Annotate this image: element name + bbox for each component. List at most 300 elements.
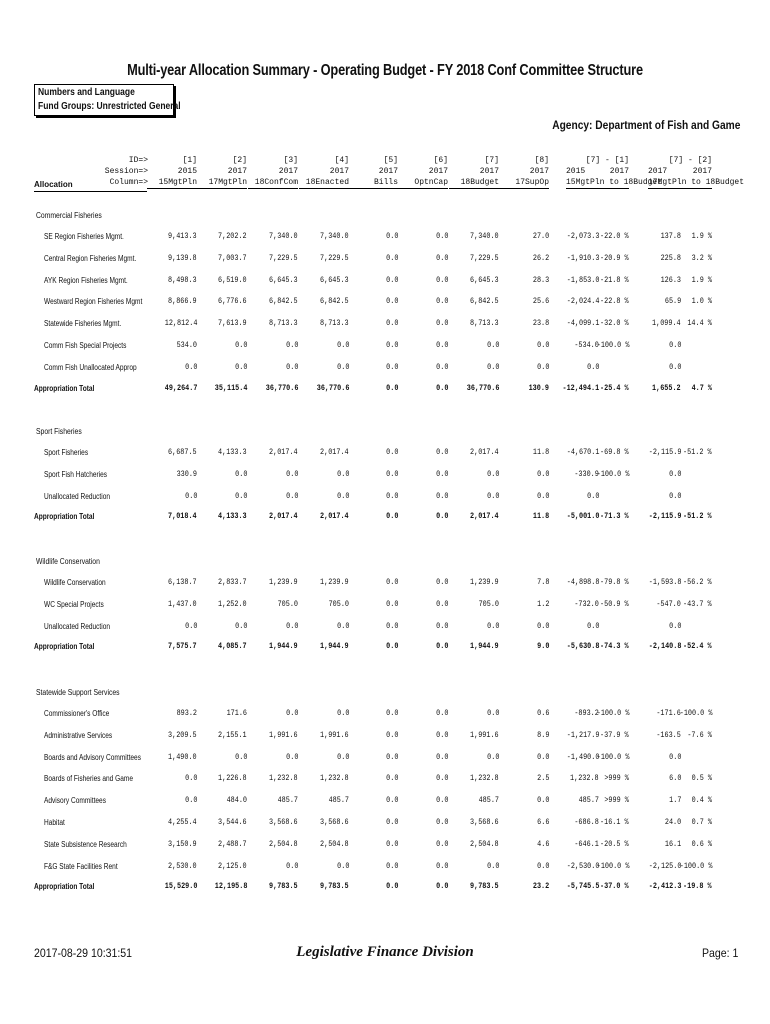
amount-cell: 7,340.0: [269, 232, 298, 241]
allocation-label: Advisory Committees: [44, 796, 106, 806]
difference-left-year: 2017: [648, 167, 668, 176]
table-row: [0, 319, 770, 331]
difference-2-percent: -100.0 %: [679, 861, 712, 871]
allocation-label: Central Region Fisheries Mgmt.: [44, 253, 137, 263]
difference-2-amount: -2,140.8: [648, 642, 681, 652]
amount-cell: 2,017.4: [470, 448, 499, 457]
amount-cell: 0.0: [385, 621, 398, 631]
amount-cell: 36,770.6: [466, 383, 499, 393]
difference-2-percent: 0.7 %: [691, 818, 712, 827]
amount-cell: 0.0: [385, 578, 398, 587]
difference-2-amount: 137.8: [660, 232, 681, 241]
difference-1-amount: -1,853.0: [566, 275, 599, 285]
difference-1-percent: -37.9 %: [600, 730, 629, 740]
amount-cell: 1,232.8: [470, 774, 499, 784]
difference-1-percent: -74.3 %: [600, 642, 629, 652]
amount-cell: 6,138.7: [168, 578, 197, 587]
amount-cell: 4,133.3: [218, 512, 247, 522]
column-header: [499, 155, 549, 189]
amount-cell: 0.0: [336, 621, 349, 631]
report-title: Multi-year Allocation Summary - Operating Budget - FY 2018 Conf Committee Structure: [127, 62, 643, 79]
amount-cell: 0.0: [536, 796, 549, 806]
column-id: [6]: [433, 156, 448, 165]
amount-cell: 0.0: [385, 774, 398, 784]
amount-cell: 8,866.9: [168, 297, 197, 307]
allocation-label: Statewide Fisheries Mgmt.: [44, 319, 122, 329]
amount-cell: 2,488.7: [218, 839, 247, 849]
amount-cell: 0.0: [385, 642, 398, 652]
amount-cell: 2,125.0: [218, 861, 247, 871]
appropriation-total-row: [0, 882, 770, 894]
amount-cell: 0.0: [336, 491, 349, 501]
amount-cell: 7,229.5: [320, 253, 349, 263]
table-row: [0, 622, 770, 634]
amount-cell: 8.9: [536, 730, 549, 740]
difference-1-amount: 0.0: [586, 621, 599, 631]
section-heading: Commercial Fisheries: [36, 211, 102, 220]
amount-cell: 11.8: [532, 448, 549, 457]
amount-cell: 0.0: [336, 861, 349, 871]
column-session: 2017: [479, 167, 499, 176]
amount-cell: 0.0: [486, 469, 499, 479]
amount-cell: 0.0: [385, 752, 398, 762]
difference-1-amount: 0.0: [586, 362, 599, 372]
amount-cell: 0.0: [435, 709, 448, 718]
total-label: Appropriation Total: [34, 882, 95, 892]
amount-cell: 1,239.9: [320, 578, 349, 587]
allocation-label: Sport Fisheries: [44, 448, 89, 457]
allocation-label: Boards and Advisory Committees: [44, 752, 141, 762]
amount-cell: 1,991.6: [320, 730, 349, 740]
difference-1-percent: -21.8 %: [600, 275, 629, 285]
amount-cell: 0.0: [234, 752, 247, 762]
allocation-label: Wildlife Conservation: [44, 578, 106, 587]
table-row: [0, 276, 770, 288]
table-row: [0, 600, 770, 612]
appropriation-total-row: [0, 642, 770, 654]
amount-cell: 0.0: [435, 752, 448, 762]
amount-cell: 0.0: [536, 341, 549, 350]
amount-cell: 0.0: [435, 341, 448, 350]
difference-1-percent: -69.8 %: [600, 448, 629, 457]
amount-cell: 0.0: [385, 796, 398, 806]
difference-2-percent: -56.2 %: [683, 578, 712, 587]
amount-cell: 6,842.5: [269, 297, 298, 307]
table-row: [0, 578, 770, 590]
amount-cell: 1,226.8: [218, 774, 247, 784]
amount-cell: 9,139.8: [168, 253, 197, 263]
column-id: [7]: [484, 156, 499, 165]
appropriation-total-row: [0, 384, 770, 396]
difference-2-percent: 1.9 %: [691, 232, 712, 241]
allocation-label: SE Region Fisheries Mgmt.: [44, 232, 124, 241]
amount-cell: 28.3: [532, 275, 549, 285]
difference-1-amount: -686.8: [574, 818, 599, 827]
table-row: [0, 492, 770, 504]
amount-cell: 0.0: [385, 512, 398, 522]
amount-cell: 0.0: [336, 341, 349, 350]
table-row: [0, 796, 770, 808]
amount-cell: 0.0: [486, 362, 499, 372]
amount-cell: 7,613.9: [218, 319, 247, 329]
difference-2-percent: -51.2 %: [683, 512, 712, 522]
column-name: OptnCap: [398, 177, 448, 189]
amount-cell: 0.0: [435, 730, 448, 740]
difference-1-amount: -2,024.4: [566, 297, 599, 307]
header-row-labels: [90, 155, 148, 188]
section-heading: Statewide Support Services: [36, 688, 120, 697]
difference-2-percent: 0.6 %: [691, 839, 712, 849]
amount-cell: 0.0: [435, 362, 448, 372]
difference-2-percent: -100.0 %: [679, 709, 712, 718]
amount-cell: 4.6: [536, 839, 549, 849]
difference-1-amount: -330.9: [574, 469, 599, 479]
amount-cell: 9,783.5: [269, 882, 298, 892]
amount-cell: 0.0: [385, 383, 398, 393]
difference-1-percent: -37.0 %: [600, 882, 629, 892]
amount-cell: 0.0: [536, 362, 549, 372]
difference-2-amount: 1,099.4: [652, 319, 681, 329]
amount-cell: 0.0: [435, 297, 448, 307]
amount-cell: 7,229.5: [470, 253, 499, 263]
amount-cell: 0.0: [285, 861, 298, 871]
difference-2-amount: -1,593.8: [648, 578, 681, 587]
column-name: 17SupOp: [499, 177, 549, 189]
amount-cell: 1,232.8: [269, 774, 298, 784]
total-label: Appropriation Total: [34, 512, 95, 522]
amount-cell: 11.8: [532, 512, 549, 522]
amount-cell: 6,842.5: [320, 297, 349, 307]
difference-2-amount: -2,115.9: [648, 448, 681, 457]
amount-cell: 0.0: [435, 621, 448, 631]
amount-cell: 49,264.7: [164, 383, 197, 393]
amount-cell: 9.0: [536, 642, 549, 652]
amount-cell: 1,437.0: [168, 599, 197, 609]
difference-1-amount: -2,530.0: [566, 861, 599, 871]
amount-cell: 8,498.3: [168, 275, 197, 285]
difference-1-percent: -100.0 %: [596, 709, 629, 718]
column-session: 2017: [428, 167, 448, 176]
amount-cell: 484.0: [226, 796, 247, 806]
amount-cell: 9,783.5: [470, 882, 499, 892]
difference-1-percent: -20.9 %: [600, 253, 629, 263]
fund-line-2: Fund Groups: Unrestricted General: [38, 101, 181, 112]
difference-2-amount: 0.0: [668, 362, 681, 372]
footer-timestamp: 2017-08-29 10:31:51: [34, 946, 133, 960]
difference-1-percent: >999 %: [604, 796, 629, 806]
amount-cell: 0.0: [385, 319, 398, 329]
amount-cell: 0.0: [234, 491, 247, 501]
column-id: [1]: [182, 156, 197, 165]
difference-2-percent: -7.6 %: [687, 730, 712, 740]
amount-cell: 3,150.9: [168, 839, 197, 849]
amount-cell: 0.0: [385, 253, 398, 263]
amount-cell: 6,842.5: [470, 297, 499, 307]
amount-cell: 2,833.7: [218, 578, 247, 587]
amount-cell: 0.0: [336, 752, 349, 762]
column-id: [4]: [334, 156, 349, 165]
amount-cell: 0.0: [385, 882, 398, 892]
amount-cell: 0.0: [385, 599, 398, 609]
column-header: [299, 155, 349, 189]
amount-cell: 1,944.9: [320, 642, 349, 652]
difference-label: 17MgtPln to 18Budget: [648, 178, 745, 187]
allocation-label: Habitat: [44, 818, 65, 827]
table-row: [0, 470, 770, 482]
difference-1-percent: -20.5 %: [600, 839, 629, 849]
difference-1-amount: -534.0: [574, 341, 599, 350]
amount-cell: 0.0: [285, 621, 298, 631]
difference-2-amount: -2,412.3: [648, 882, 681, 892]
difference-1-amount: -4,898.8: [566, 578, 599, 587]
amount-cell: 0.0: [435, 253, 448, 263]
allocation-label: Unallocated Reduction: [44, 491, 111, 501]
amount-cell: 7,229.5: [269, 253, 298, 263]
allocation-label: Comm Fish Unallocated Approp: [44, 362, 137, 372]
amount-cell: 1,239.9: [269, 578, 298, 587]
difference-1-percent: -22.0 %: [600, 232, 629, 241]
difference-2-percent: 3.2 %: [691, 253, 712, 263]
difference-2-percent: -19.8 %: [683, 882, 712, 892]
amount-cell: 6,645.3: [320, 275, 349, 285]
amount-cell: 8,713.3: [470, 319, 499, 329]
amount-cell: 7,575.7: [168, 642, 197, 652]
amount-cell: 2,017.4: [269, 512, 298, 522]
amount-cell: 3,544.6: [218, 818, 247, 827]
difference-header: [566, 155, 663, 189]
difference-1-percent: -16.1 %: [600, 818, 629, 827]
difference-1-amount: -2,073.3: [566, 232, 599, 241]
difference-years: [648, 166, 712, 177]
difference-2-amount: 1,655.2: [652, 383, 681, 393]
amount-cell: 0.0: [234, 362, 247, 372]
amount-cell: 0.0: [385, 341, 398, 350]
header-rule: [34, 191, 147, 192]
amount-cell: 2,504.8: [470, 839, 499, 849]
difference-label: 15MgtPln to 18Budget: [566, 178, 663, 187]
allocation-header: Allocation: [34, 180, 73, 189]
amount-cell: 0.0: [435, 818, 448, 827]
table-row: [0, 774, 770, 786]
amount-cell: 0.0: [435, 469, 448, 479]
amount-cell: 12,812.4: [164, 319, 197, 329]
difference-2-percent: 1.0 %: [691, 297, 712, 307]
amount-cell: 35,115.4: [214, 383, 247, 393]
column-header: [449, 155, 499, 189]
column-name: 15MgtPln: [147, 177, 197, 189]
amount-cell: 0.0: [536, 491, 549, 501]
id-label: ID=>: [128, 156, 148, 165]
allocation-label: Westward Region Fisheries Mgmt: [44, 297, 143, 307]
difference-2-amount: 0.0: [668, 752, 681, 762]
amount-cell: 4,133.3: [218, 448, 247, 457]
amount-cell: 2,017.4: [320, 512, 349, 522]
difference-2-percent: -43.7 %: [683, 599, 712, 609]
amount-cell: 4,255.4: [168, 818, 197, 827]
table-row: [0, 709, 770, 721]
amount-cell: 0.0: [435, 319, 448, 329]
column-name: 18Enacted: [299, 177, 349, 189]
difference-right-year: 2017: [609, 167, 629, 176]
table-row: [0, 731, 770, 743]
amount-cell: 485.7: [478, 796, 499, 806]
allocation-label: Comm Fish Special Projects: [44, 341, 127, 350]
amount-cell: 0.0: [435, 642, 448, 652]
amount-cell: 0.0: [536, 621, 549, 631]
amount-cell: 0.0: [385, 709, 398, 718]
table-row: [0, 753, 770, 765]
difference-2-amount: 65.9: [664, 297, 681, 307]
column-name: 17MgtPln: [197, 177, 247, 189]
amount-cell: 0.0: [435, 448, 448, 457]
amount-cell: 0.0: [385, 730, 398, 740]
difference-1-percent: -100.0 %: [596, 341, 629, 350]
amount-cell: 0.0: [536, 469, 549, 479]
amount-cell: 1,252.0: [218, 599, 247, 609]
amount-cell: 6,645.3: [269, 275, 298, 285]
amount-cell: 0.0: [486, 709, 499, 718]
amount-cell: 1,944.9: [470, 642, 499, 652]
amount-cell: 23.2: [532, 882, 549, 892]
difference-2-amount: -171.6: [656, 709, 681, 718]
difference-2-percent: 0.5 %: [691, 774, 712, 784]
amount-cell: 7,003.7: [218, 253, 247, 263]
allocation-label: State Subsistence Research: [44, 839, 127, 849]
amount-cell: 485.7: [328, 796, 349, 806]
footer-page-number: Page: 1: [701, 946, 738, 960]
amount-cell: 0.0: [184, 796, 197, 806]
difference-2-amount: 0.0: [668, 621, 681, 631]
amount-cell: 0.0: [234, 469, 247, 479]
table-row: [0, 232, 770, 244]
amount-cell: 6.6: [536, 818, 549, 827]
section-heading: Sport Fisheries: [36, 427, 82, 436]
amount-cell: 8,713.3: [320, 319, 349, 329]
difference-id: [7] - [1]: [585, 156, 629, 165]
difference-1-percent: >999 %: [604, 774, 629, 784]
allocation-label: Unallocated Reduction: [44, 621, 111, 631]
amount-cell: 0.0: [435, 861, 448, 871]
difference-1-percent: -100.0 %: [596, 469, 629, 479]
difference-2-amount: 1.7: [668, 796, 681, 806]
allocation-label: F&G State Facilities Rent: [44, 861, 118, 871]
amount-cell: 705.0: [328, 599, 349, 609]
column-name: Bills: [348, 177, 398, 189]
amount-cell: 7,340.0: [470, 232, 499, 241]
amount-cell: 0.0: [435, 491, 448, 501]
difference-1-amount: -646.1: [574, 839, 599, 849]
amount-cell: 0.0: [385, 297, 398, 307]
amount-cell: 171.6: [226, 709, 247, 718]
difference-id: [7] - [2]: [668, 156, 712, 165]
column-id: [2]: [232, 156, 247, 165]
amount-cell: 7,340.0: [320, 232, 349, 241]
amount-cell: 0.0: [435, 383, 448, 393]
table-row: [0, 862, 770, 874]
amount-cell: 25.6: [532, 297, 549, 307]
amount-cell: 0.0: [285, 341, 298, 350]
amount-cell: 0.0: [336, 709, 349, 718]
appropriation-total-row: [0, 512, 770, 524]
difference-1-amount: -1,217.9: [566, 730, 599, 740]
amount-cell: 0.0: [184, 621, 197, 631]
amount-cell: 6,645.3: [470, 275, 499, 285]
difference-2-percent: 4.7 %: [691, 383, 712, 393]
difference-left-year: 2015: [566, 167, 586, 176]
table-row: [0, 254, 770, 266]
amount-cell: 2,504.8: [269, 839, 298, 849]
difference-1-amount: -4,670.1: [566, 448, 599, 457]
amount-cell: 0.0: [385, 861, 398, 871]
difference-1-percent: -100.0 %: [596, 861, 629, 871]
difference-2-amount: 0.0: [668, 341, 681, 350]
difference-1-amount: -732.0: [574, 599, 599, 609]
amount-cell: 705.0: [478, 599, 499, 609]
amount-cell: 0.0: [435, 599, 448, 609]
total-label: Appropriation Total: [34, 642, 95, 652]
amount-cell: 4,085.7: [218, 642, 247, 652]
difference-1-percent: -50.9 %: [600, 599, 629, 609]
amount-cell: 0.0: [385, 362, 398, 372]
fund-groups-box: [34, 84, 181, 116]
amount-cell: 0.0: [435, 232, 448, 241]
column-session: 2017: [329, 167, 349, 176]
difference-2-amount: 126.3: [660, 275, 681, 285]
difference-right-year: 2017: [692, 167, 712, 176]
difference-1-amount: -893.2: [574, 709, 599, 718]
amount-cell: 2.5: [536, 774, 549, 784]
allocation-label: Commissioner's Office: [44, 709, 110, 718]
column-header: [248, 155, 298, 189]
amount-cell: 9,413.3: [168, 232, 197, 241]
column-id: [8]: [534, 156, 549, 165]
amount-cell: 7,018.4: [168, 512, 197, 522]
column-label: Column=>: [109, 178, 148, 187]
difference-1-amount: -4,099.1: [566, 319, 599, 329]
amount-cell: 2,504.8: [320, 839, 349, 849]
amount-cell: 2,017.4: [269, 448, 298, 457]
amount-cell: 27.0: [532, 232, 549, 241]
total-label: Appropriation Total: [34, 383, 95, 393]
difference-2-amount: 16.1: [664, 839, 681, 849]
fund-line-1: Numbers and Language: [38, 87, 135, 98]
allocation-label: Boards of Fisheries and Game: [44, 774, 133, 784]
table-row: [0, 840, 770, 852]
amount-cell: 3,568.6: [320, 818, 349, 827]
amount-cell: 0.0: [336, 469, 349, 479]
allocation-label: WC Special Projects: [44, 599, 104, 609]
amount-cell: 1,490.0: [168, 752, 197, 762]
amount-cell: 130.9: [528, 383, 549, 393]
column-name: 18ConfCom: [248, 177, 298, 189]
difference-1-percent: -25.4 %: [600, 383, 629, 393]
footer-division: Legislative Finance Division: [296, 944, 474, 960]
amount-cell: 1,239.9: [470, 578, 499, 587]
difference-2-percent: 14.4 %: [687, 319, 712, 329]
amount-cell: 330.9: [176, 469, 197, 479]
amount-cell: 0.0: [536, 861, 549, 871]
difference-2-amount: 24.0: [664, 818, 681, 827]
amount-cell: 1.2: [536, 599, 549, 609]
table-row: [0, 341, 770, 353]
amount-cell: 485.7: [277, 796, 298, 806]
column-session: 2017: [227, 167, 247, 176]
amount-cell: 0.0: [385, 469, 398, 479]
difference-1-percent: -71.3 %: [600, 512, 629, 522]
difference-header: [648, 155, 745, 189]
difference-2-percent: -52.4 %: [683, 642, 712, 652]
amount-cell: 0.0: [435, 275, 448, 285]
